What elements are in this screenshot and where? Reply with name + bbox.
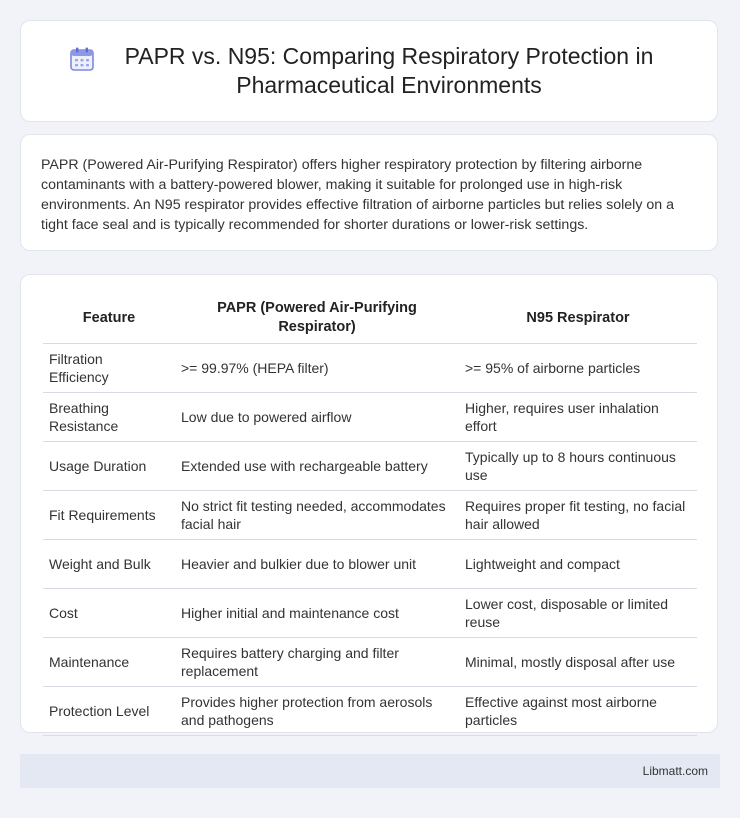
- header-n95: N95 Respirator: [459, 293, 697, 344]
- papr-cell: >= 99.97% (HEPA filter): [175, 344, 459, 393]
- title-card: [20, 20, 718, 122]
- n95-cell: Lower cost, disposable or limited reuse: [459, 589, 697, 638]
- calendar-icon: [69, 46, 95, 72]
- n95-cell: >= 95% of airborne particles: [459, 344, 697, 393]
- n95-cell: Typically up to 8 hours continuous use: [459, 442, 697, 491]
- header-feature: Feature: [43, 293, 175, 344]
- title-wrap: [69, 42, 669, 100]
- table-row: [43, 344, 697, 393]
- n95-cell: Minimal, mostly disposal after use: [459, 638, 697, 687]
- n95-cell: Requires proper fit testing, no facial hair allowed: [459, 491, 697, 540]
- papr-cell: Heavier and bulkier due to blower unit: [175, 540, 459, 589]
- table-row: [43, 687, 697, 736]
- papr-cell: No strict fit testing needed, accommodates facial hair: [175, 491, 459, 540]
- papr-cell: Requires battery charging and filter replacement: [175, 638, 459, 687]
- papr-cell: Low due to powered airflow: [175, 393, 459, 442]
- feature-cell: Breathing Resistance: [43, 393, 175, 442]
- feature-cell: Fit Requirements: [43, 491, 175, 540]
- table-header-row: [43, 293, 697, 344]
- intro-paragraph: PAPR (Powered Air-Purifying Respirator) offers higher respiratory protection by filtering airborne contaminants with a battery-powered blower, making it suitable for prolonged use in high-risk environments. An N95 respirator provides effective filtration of airborne particles but relies solely on a tight face seal and is typically recommended for shorter durations or lower-risk settings.: [41, 157, 674, 233]
- table-row: [43, 491, 697, 540]
- n95-cell: Higher, requires user inhalation effort: [459, 393, 697, 442]
- feature-cell: Usage Duration: [43, 442, 175, 491]
- table-row: [43, 540, 697, 589]
- table-row: [43, 638, 697, 687]
- n95-cell: Lightweight and compact: [459, 540, 697, 589]
- feature-cell: Maintenance: [43, 638, 175, 687]
- table-row: [43, 393, 697, 442]
- page-title: PAPR vs. N95: Comparing Respiratory Protection in Pharmaceutical Environments: [124, 43, 654, 98]
- table-row: [43, 442, 697, 491]
- comparison-table: [43, 293, 697, 736]
- feature-cell: Filtration Efficiency: [43, 344, 175, 393]
- feature-cell: Weight and Bulk: [43, 540, 175, 589]
- table-row: [43, 589, 697, 638]
- feature-cell: Protection Level: [43, 687, 175, 736]
- comparison-table-card: [20, 274, 718, 733]
- footer: [20, 754, 720, 788]
- papr-cell: Extended use with rechargeable battery: [175, 442, 459, 491]
- papr-cell: Provides higher protection from aerosols and pathogens: [175, 687, 459, 736]
- papr-cell: Higher initial and maintenance cost: [175, 589, 459, 638]
- header-papr: PAPR (Powered Air-Purifying Respirator): [175, 293, 459, 344]
- intro-card: [20, 134, 718, 251]
- n95-cell: Effective against most airborne particles: [459, 687, 697, 736]
- feature-cell: Cost: [43, 589, 175, 638]
- footer-brand: Libmatt.com: [642, 764, 708, 778]
